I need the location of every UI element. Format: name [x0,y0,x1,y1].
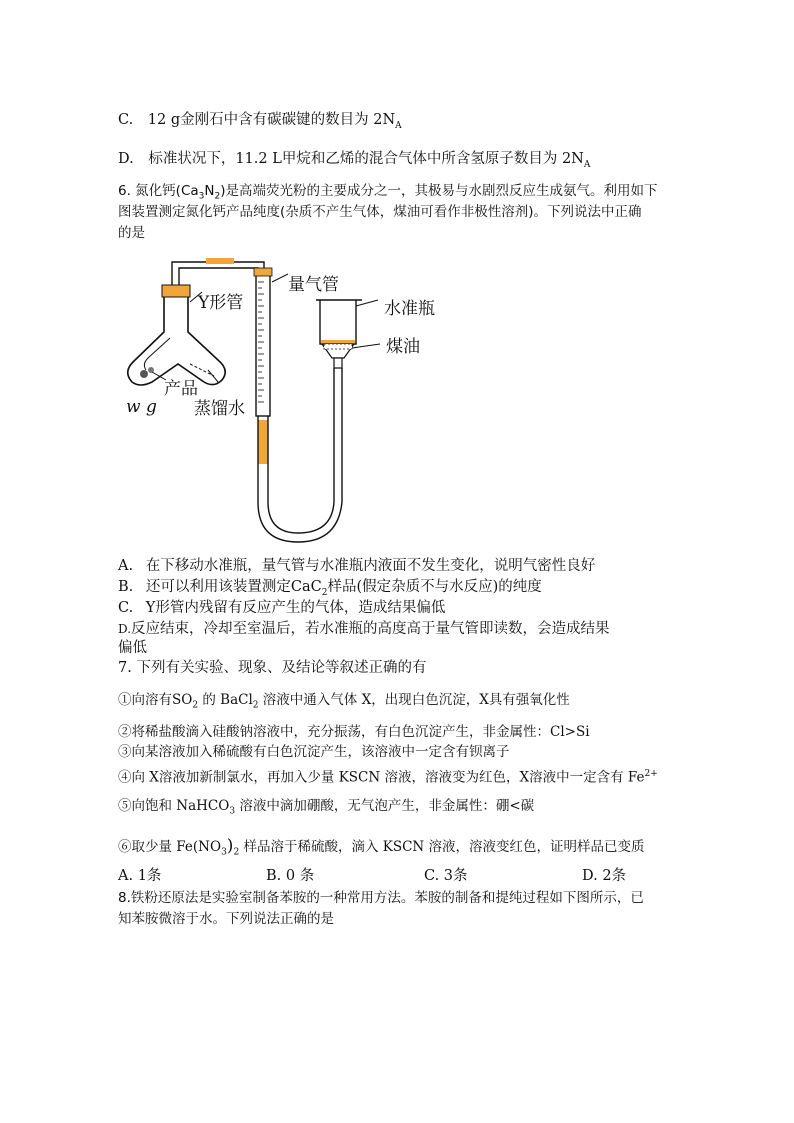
option-text: 标准状况下，11.2 L甲烷和乙烯的混合气体中所含氢原子数目为 2N [148,151,584,167]
q7-statement-5 [118,796,534,822]
level-bottle [316,300,362,368]
subscript: 3 [229,806,236,817]
q8-stem-line-1: 8.铁粉还原法是实验室制备苯胺的一种常用方法。苯胺的制备和提纯过程如下图所示，已 [118,890,644,906]
q6-option-a [118,556,595,576]
gas-measuring-tube [254,268,272,416]
subscript: 2 [321,587,328,598]
statement-text: 的 BaCl [198,692,253,708]
label-water: 蒸馏水 [194,399,245,419]
subscript: 2 [252,700,259,711]
q7-choice-c: C. 3条 [424,868,468,884]
option-label: A. [118,558,134,574]
statement-text: ) [226,836,234,856]
option-text: Y形管内残留有反应产生的气体，造成结果偏低 [145,600,446,616]
rubber-tube [258,420,268,464]
option-text: 在下移动水准瓶，量气管与水准瓶内液面不发生变化，说明气密性良好 [145,558,596,574]
label-level-bottle: 水准瓶 [384,299,435,319]
label-y-tube: Y形管 [198,293,244,313]
q6-stem-line-2: 图装置测定氮化钙产品纯度(杂质不产生气体，煤油可看作非极性溶剂)。下列说法中正确 [118,204,642,220]
q7-statement-2: ②将稀盐酸滴入硅酸钠溶液中，充分振荡，有白色沉淀产生，非金属性：Cl>Si [118,724,590,740]
subscript: A [395,120,402,131]
stem-text: N [204,183,215,199]
q7-statement-4 [118,764,658,788]
product-sample [140,370,148,378]
option-label: D. [118,622,132,636]
statement-text: 样品溶于稀硫酸，滴入 KSCN 溶液，溶液变红色，证明样品已变质 [239,839,645,855]
statement-text: ④向 X溶液加新制氯水，再加入少量 KSCN 溶液，溶液变为红色，X溶液中一定含有 Fe [118,769,645,786]
statement-text: ⑥取少量 Fe(NO [118,839,222,855]
apparatus-figure [118,252,458,552]
subscript: 2 [214,191,221,202]
option-text: 反应结束，冷却至室温后，若水准瓶的高度高于量气管即读数，会造成结果 [131,621,610,637]
q7-statement-3: ③向某溶液加入稀硫酸有白色沉淀产生，该溶液中一定含有钡离子 [118,744,510,760]
subscript: 2 [192,700,199,711]
q7-stem: 7. 下列有关实验、现象、及结论等叙述正确的有 [118,660,427,676]
option-text: 还可以利用该装置测定CaC [145,579,322,595]
label-mass: w g [126,397,157,417]
subscript: 2 [233,847,240,858]
statement-text: ①向溶有SO [118,692,193,708]
superscript: 2+ [644,769,658,779]
option-label: C. [118,600,134,616]
stem-text: )是高端荧光粉的主要成分之一，其极易与水剧烈反应生成氨气。利用如下 [220,183,658,199]
q6-option-d-cont: 偏低 [118,640,147,656]
subscript: A [583,159,591,170]
statement-text: ⑤向饱和 NaHCO [118,798,230,814]
option-label: C. [118,112,134,128]
q6-stem-line-3: 的是 [118,225,145,241]
subscript: 3 [198,191,205,202]
label-kerosene: 煤油 [386,337,420,357]
label-product: 产品 [164,379,198,399]
option-label: D. [118,151,134,167]
q7-statement-1 [118,690,570,716]
q5-option-d [118,149,590,175]
statement-text: 溶液中滴加硼酸，无气泡产生，非金属性：硼<碳 [235,798,535,814]
option-label: B. [118,579,134,595]
q7-choice-a: A. 1条 [118,868,162,884]
q8-stem-line-2: 知苯胺微溶于水。下列说法正确的是 [118,911,334,927]
option-text: 样品(假定杂质不与水反应)的纯度 [327,579,542,595]
q6-option-d [118,619,610,639]
q7-choice-d: D. 2条 [582,868,627,884]
q5-option-c [118,110,402,136]
label-gas-tube: 量气管 [288,275,339,295]
q7-statement-6 [118,836,645,863]
q7-choice-b: B. 0 条 [266,868,315,884]
q6-option-c [118,598,445,618]
stem-text: 6. 氮化钙(Ca [118,183,199,199]
option-text: 12 g金刚石中含有碳碳键的数目为 2N [147,112,396,128]
subscript: 3 [221,847,227,858]
rubber-connector [206,258,234,264]
statement-text: 溶液中通入气体 X，出现白色沉淀，X具有强氧化性 [258,692,570,708]
